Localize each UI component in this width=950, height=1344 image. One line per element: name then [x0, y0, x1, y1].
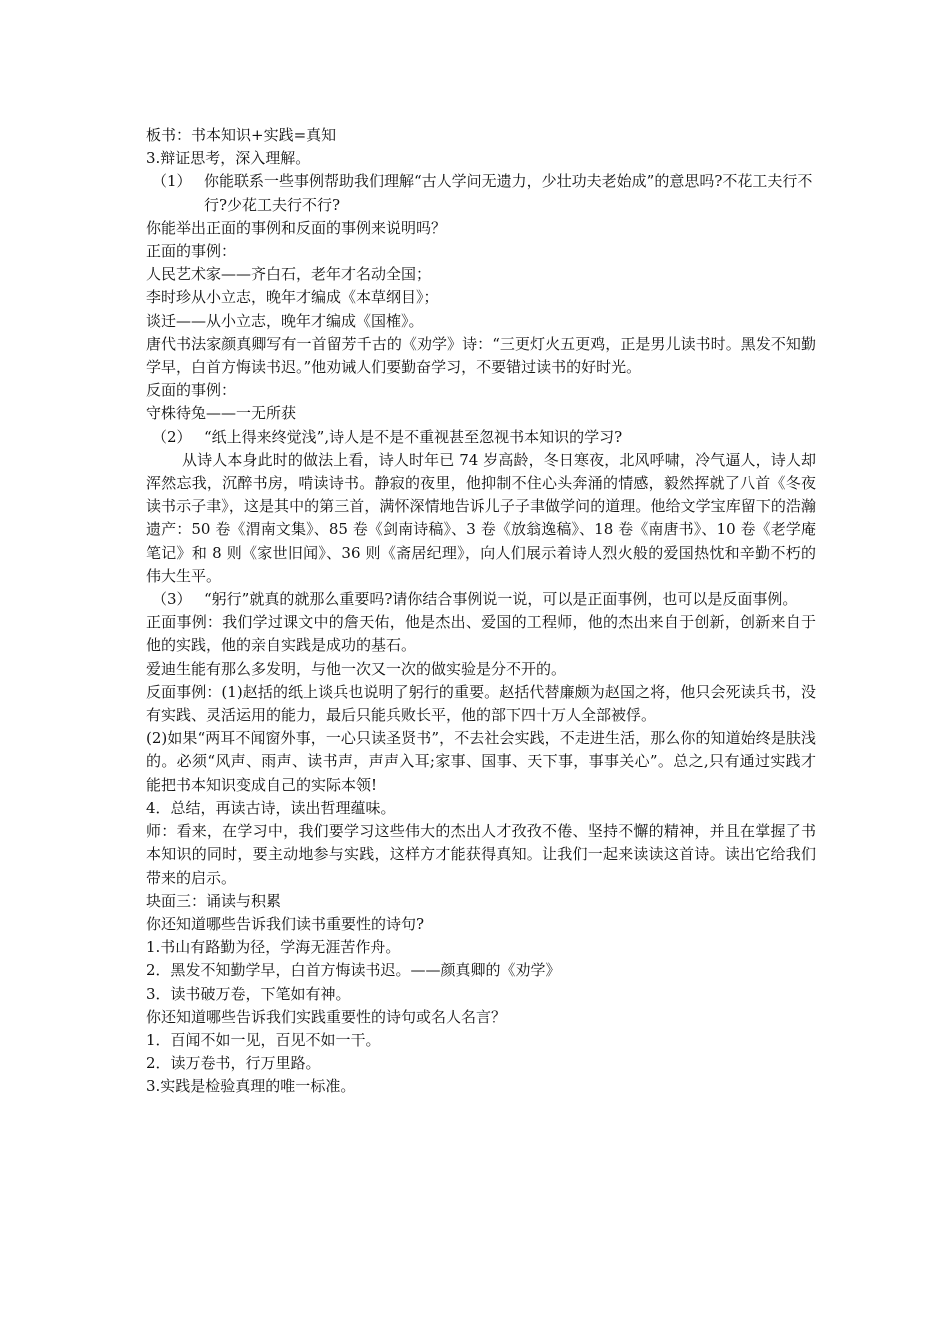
edison-case: 爱迪生能有那么多发明，与他一次又一次的做实验是分不开的。 — [146, 659, 567, 678]
practice-saying-2: 2．读万卷书，行万里路。 — [146, 1054, 321, 1073]
negative-example-1: 守株待兔——一无所获 — [146, 404, 297, 423]
ask-examples: 你能举出正面的事例和反面的事例来说明吗？ — [146, 218, 447, 237]
board-note: 板书：书本知识+实践=真知 — [146, 126, 337, 144]
ask-reading-poems: 你还知道哪些告诉我们读书重要性的诗句? — [146, 914, 425, 933]
question-1-number: （1） — [152, 172, 192, 191]
positive-example-3: 谈迁——从小立志，晚年才编成《国榷》。 — [146, 311, 424, 330]
section-4-heading: 4．总结，再读古诗，读出哲理蕴味。 — [146, 798, 396, 817]
reading-poem-3: 3．读书破万卷，下笔如有神。 — [146, 984, 351, 1003]
question-3-number: （3） — [152, 590, 192, 609]
teacher-remark: 师：看来，在学习中，我们要学习这些伟大的杰出人才孜孜不倦、坚持不懈的精神，并且在掌握了书本知识的同时，要主动地参与实践，这样方才能获得真知。让我们一起来读读这首诗。读出它给我们带来的启示。 — [146, 822, 816, 887]
negative-case-1: 反面事例：(1)赵括的纸上谈兵也说明了躬行的重要。赵括代替廉颇为赵国之将，他只会死读兵书，没有实践、灵活运用的能力，最后只能兵败长平，他的部下四十万人全部被俘。 — [146, 682, 816, 725]
block-3-heading: 块面三：诵读与积累 — [146, 891, 282, 910]
question-1 — [146, 170, 816, 216]
question-2-number: （2） — [152, 427, 192, 446]
practice-saying-3: 3.实践是检验真理的唯一标准。 — [146, 1077, 356, 1096]
question-1-text: 你能联系一些事例帮助我们理解“古人学问无遗力，少壮功夫老始成”的意思吗?不花工夫行不行?少花工夫行不行? — [204, 172, 813, 214]
question-2-text: “纸上得来终觉浅”,诗人是不是不重视甚至忽视书本知识的学习? — [204, 427, 623, 446]
question-2-answer: 从诗人本身此时的做法上看，诗人时年已 74 岁高龄，冬日寒夜，北风呼啸，冷气逼人，诗人却浑然忘我，沉醉书房，啃读诗书。静寂的夜里，他抑制不住心头奔涌的情感，毅然挥就了八首《冬夜读书示子聿》，这是其中的第三首，满怀深情地告诉儿子子聿做学问的道理。他给文学宝库留下的浩瀚遗产：50 卷《渭南文集》、85 卷《剑南诗稿》、3 卷《放翁逸稿》、18 卷《南唐书》、10 卷《老学庵笔记》和 8 则《家世旧闻》、36 则《斋居纪理》，向人们展示着诗人烈火般的爱国热忱和辛勤不朽的伟大生平。 — [146, 450, 816, 585]
practice-saying-1: 1．百闻不如一见，百见不如一干。 — [146, 1030, 381, 1049]
ask-practice-sayings: 你还知道哪些告诉我们实践重要性的诗句或名人名言？ — [146, 1007, 507, 1026]
positive-example-1: 人民艺术家——齐白石，老年才名动全国； — [146, 265, 432, 284]
question-3 — [146, 588, 816, 611]
question-2 — [146, 426, 816, 449]
positive-examples-heading: 正面的事例： — [146, 242, 237, 261]
question-3-text: “躬行”就真的就那么重要吗?请你结合事例说一说，可以是正面事例，也可以是反面事例。 — [204, 590, 798, 609]
positive-example-4: 唐代书法家颜真卿写有一首留芳千古的《劝学》诗：“三更灯火五更鸡，正是男儿读书时。黑发不知勤学早，白首方悔读书迟。”他劝诫人们要勤奋学习，不要错过读书的好时光。 — [146, 334, 816, 377]
negative-case-2: (2)如果“两耳不闻窗外事，一心只读圣贤书”，不去社会实践，不走进生活，那么你的知道始终是肤浅的。必须“风声、雨声、读书声，声声入耳;家事、国事、天下事，事事关心”。总之,只有通过实践才能把书本知识变成自己的实际本领! — [146, 729, 816, 794]
document-page — [146, 124, 816, 1099]
section-3-heading: 3.辩证思考，深入理解。 — [146, 149, 311, 168]
reading-poem-1: 1.书山有路勤为径，学海无涯苦作舟。 — [146, 938, 401, 957]
positive-case: 正面事例：我们学过课文中的詹天佑，他是杰出、爱国的工程师，他的杰出来自于创新，创新来自于他的实践，他的亲自实践是成功的基石。 — [146, 613, 816, 655]
positive-example-2: 李时珍从小立志，晚年才编成《本草纲目》； — [146, 288, 439, 307]
negative-examples-heading: 反面的事例： — [146, 381, 237, 400]
reading-poem-2: 2．黑发不知勤学早，白首方悔读书迟。——颜真卿的《劝学》 — [146, 961, 561, 980]
